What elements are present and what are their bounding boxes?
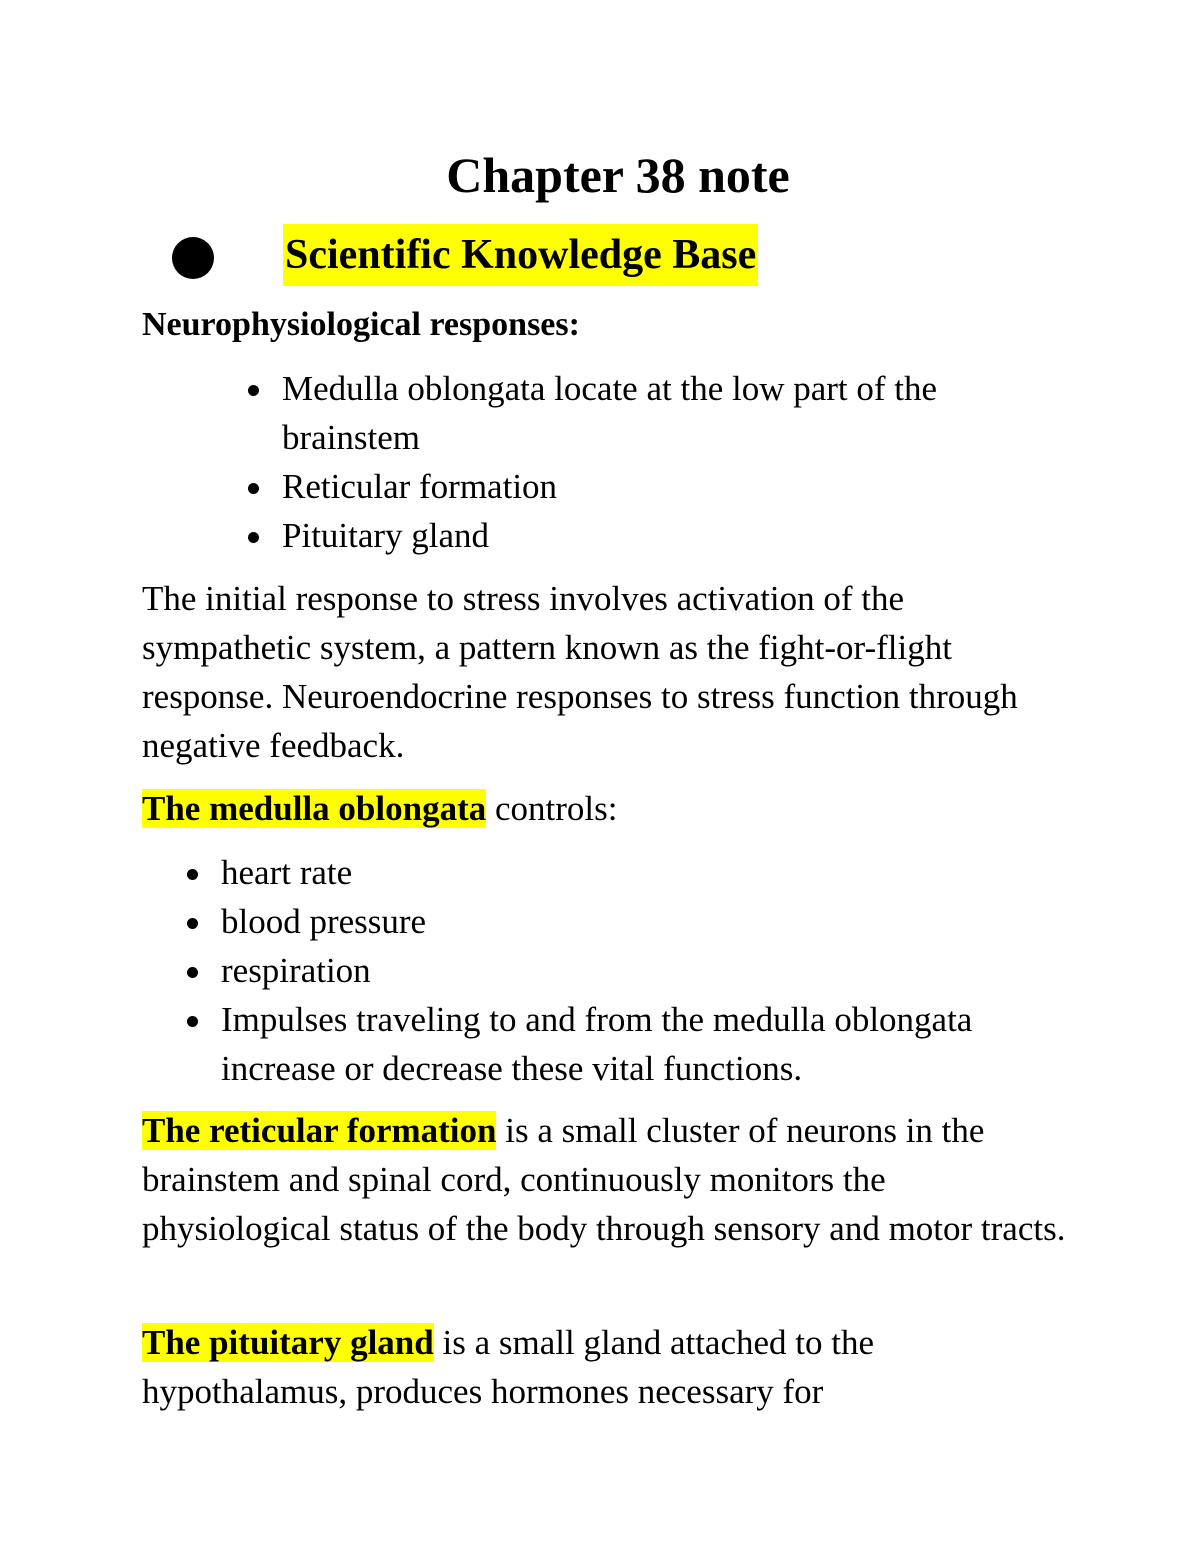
list-item [221, 848, 1081, 897]
bullet-icon [248, 532, 259, 543]
structures-list [282, 364, 1042, 560]
list-item [221, 946, 1081, 995]
list-item [282, 462, 1042, 511]
stress-paragraph: The initial response to stress involves activation of the sympathetic system, a pattern known as the fight-or-flight response. Neuroendocrine responses to stress function through negative feedback. [142, 579, 1018, 765]
list-item [221, 897, 1081, 946]
large-bullet-icon [172, 237, 214, 279]
bullet-icon [187, 918, 198, 929]
list-item-text: Impulses traveling to and from the medulla oblongata increase or decrease these vital functions. [221, 1000, 973, 1088]
list-item [282, 364, 1042, 462]
bullet-icon [187, 869, 198, 880]
list-item-text: Pituitary gland [282, 516, 490, 555]
paragraph-text: is a small gland attached to the hypothalamus, produces hormones necessary for [142, 1323, 875, 1411]
list-item-text: heart rate [221, 853, 353, 892]
bullet-icon [248, 483, 259, 494]
reticular-paragraph [142, 1106, 1072, 1253]
medulla-functions-list [221, 848, 1081, 1093]
section-heading: Scientific Knowledge Base [283, 224, 758, 286]
list-item-text: Reticular formation [282, 467, 558, 506]
pituitary-paragraph [142, 1318, 1072, 1416]
bullet-icon [187, 967, 198, 978]
paragraph-text: is a small cluster of neurons in the brainstem and spinal cord, continuously monitors the physiological status of the body through sensory and motor tracts. [142, 1111, 1066, 1248]
list-item-text: blood pressure [221, 902, 427, 941]
medulla-paragraph [142, 784, 1072, 833]
highlighted-term: The reticular formation [142, 1111, 497, 1150]
list-item-text: respiration [221, 951, 371, 990]
list-item-text: Medulla oblongata locate at the low part of the brainstem [282, 369, 938, 457]
bullet-icon [248, 385, 259, 396]
highlighted-term: The medulla oblongata [142, 789, 487, 828]
list-item [282, 511, 1042, 560]
paragraph-text: controls: [486, 789, 618, 828]
page-title: Chapter 38 note [446, 147, 790, 203]
bullet-icon [187, 1016, 198, 1027]
highlighted-term: The pituitary gland [142, 1323, 434, 1362]
subheading: Neurophysiological responses: [142, 306, 580, 343]
list-item [221, 995, 1081, 1093]
